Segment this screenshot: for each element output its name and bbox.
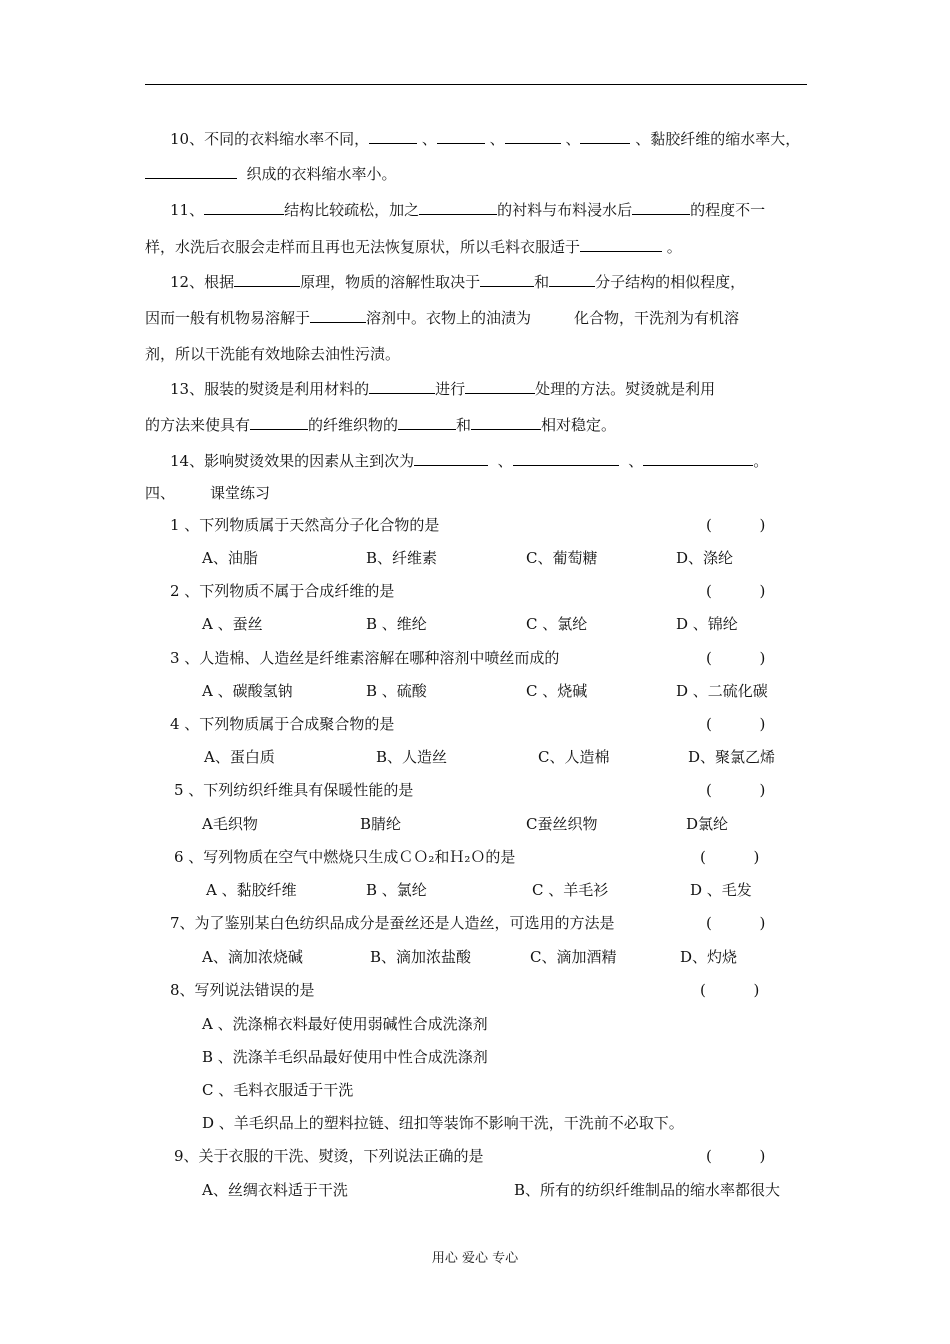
question-7-option-c: C、滴加酒精 xyxy=(530,948,617,966)
question-3-option-a: A 、碳酸氢钠 xyxy=(202,682,293,700)
question-3-option-d: D 、二硫化碳 xyxy=(676,682,768,700)
question-2-option-b: B 、维纶 xyxy=(366,615,427,633)
question-9-stem: 9、关于衣服的干洗、熨烫，下列说法正确的是 xyxy=(174,1147,484,1165)
question-5-option-a: A毛织物 xyxy=(202,815,258,833)
question-8-option-a: A 、洗涤棉衣料最好使用弱碱性合成洗涤剂 xyxy=(202,1015,488,1033)
question-9-option-a: A、丝绸衣料适于干洗 xyxy=(202,1181,348,1199)
question-6-option-d: D 、毛发 xyxy=(690,881,752,899)
question-5-option-d: D氯纶 xyxy=(686,815,729,833)
header-rule xyxy=(145,84,807,85)
fill-q13-line1: 13、服装的熨烫是利用材料的 进行 处理的方法。熨烫就是利用 xyxy=(170,380,716,398)
question-8-stem: 8、写列说法错误的是 xyxy=(170,981,315,999)
question-9-answer: ( ) xyxy=(706,1147,766,1165)
question-1-option-a: A、油脂 xyxy=(202,549,258,567)
fill-q14: 14、影响熨烫效果的因素从主到次为 、 、 。 xyxy=(170,452,769,470)
question-1-stem: 1 、下列物质属于天然高分子化合物的是 xyxy=(170,516,440,534)
question-4-answer: ( ) xyxy=(706,715,766,733)
question-6-option-b: B 、氯纶 xyxy=(366,881,427,899)
question-3-option-b: B 、硫酸 xyxy=(366,682,427,700)
question-1-option-d: D、涤纶 xyxy=(676,549,734,567)
question-5-answer: ( ) xyxy=(706,781,766,799)
question-2-answer: ( ) xyxy=(706,582,766,600)
question-6-option-c: C 、羊毛衫 xyxy=(532,881,609,899)
question-5-stem: 5 、下列纺织纤维具有保暖性能的是 xyxy=(174,781,414,799)
question-4-option-d: D、聚氯乙烯 xyxy=(688,748,776,766)
question-7-option-a: A、滴加浓烧碱 xyxy=(202,948,303,966)
fill-q13-line2: 的方法来使具有 的纤维织物的 和 相对稳定。 xyxy=(145,416,617,434)
question-5-option-b: B腈纶 xyxy=(360,815,402,833)
question-2-stem: 2 、下列物质不属于合成纤维的是 xyxy=(170,582,395,600)
question-8-option-b: B 、洗涤羊毛织品最好使用中性合成洗涤剂 xyxy=(202,1048,488,1066)
fill-q10-line1: 10、不同的衣料缩水率不同， 、 、 、 、黏胶纤维的缩水率大， xyxy=(170,130,801,148)
question-3-answer: ( ) xyxy=(706,649,766,667)
fill-q12-line3: 剂，所以干洗能有效地除去油性污渍。 xyxy=(145,345,401,363)
question-7-stem: 7、为了鉴别某白色纺织品成分是蚕丝还是人造丝，可选用的方法是 xyxy=(170,914,615,932)
question-2-option-d: D 、锦纶 xyxy=(676,615,738,633)
fill-q12-line1: 12、根据 原理，物质的溶解性取决于 和 分子结构的相似程度， xyxy=(170,273,746,291)
question-7-option-d: D、灼烧 xyxy=(680,948,738,966)
question-3-stem: 3 、人造棉、人造丝是纤维素溶解在哪种溶剂中喷丝而成的 xyxy=(170,649,560,667)
question-2-option-a: A 、蚕丝 xyxy=(202,615,263,633)
question-1-option-c: C、葡萄糖 xyxy=(526,549,598,567)
question-3-option-c: C 、烧碱 xyxy=(526,682,588,700)
section-title: 课堂练习 xyxy=(210,484,271,502)
question-6-option-a: A 、黏胶纤维 xyxy=(206,881,297,899)
question-7-answer: ( ) xyxy=(706,914,766,932)
question-8-option-d: D 、羊毛织品上的塑料拉链、纽扣等装饰不影响干洗，干洗前不必取下。 xyxy=(202,1114,684,1132)
question-1-answer: ( ) xyxy=(706,516,766,534)
question-5-option-c: C蚕丝织物 xyxy=(526,815,598,833)
question-8-option-c: C 、毛料衣服适于干洗 xyxy=(202,1081,354,1099)
fill-q11-line1: 11、 结构比较疏松，加之 的衬料与布料浸水后 的程度不一 xyxy=(170,201,766,219)
fill-q12-line2: 因而一般有机物易溶解于 溶剂中。衣物上的油渍为 化合物，干洗剂为有机溶 xyxy=(145,309,739,327)
question-4-stem: 4 、下列物质属于合成聚合物的是 xyxy=(170,715,395,733)
question-8-answer: ( ) xyxy=(700,981,760,999)
question-9-option-b: B、所有的纺织纤维制品的缩水率都很大 xyxy=(514,1181,781,1199)
page-footer: 用心 爱心 专心 xyxy=(431,1251,519,1266)
question-4-option-a: A、蛋白质 xyxy=(204,748,275,766)
question-7-option-b: B、滴加浓盐酸 xyxy=(370,948,472,966)
question-6-stem: 6 、写列物质在空气中燃烧只生成ＣＯ₂和Ｈ₂Ｏ的是 xyxy=(174,848,516,866)
section-number: 四、 xyxy=(145,484,176,502)
fill-q10-line2: 织成的衣料缩水率小。 xyxy=(145,163,397,184)
question-4-option-b: B、人造丝 xyxy=(376,748,448,766)
question-4-option-c: C、人造棉 xyxy=(538,748,610,766)
question-2-option-c: C 、氯纶 xyxy=(526,615,588,633)
fill-q11-line2: 样，水洗后衣服会走样而且再也无法恢复原状，所以毛料衣服适于 。 xyxy=(145,238,682,256)
question-6-answer: ( ) xyxy=(700,848,760,866)
question-1-option-b: B、纤维素 xyxy=(366,549,438,567)
